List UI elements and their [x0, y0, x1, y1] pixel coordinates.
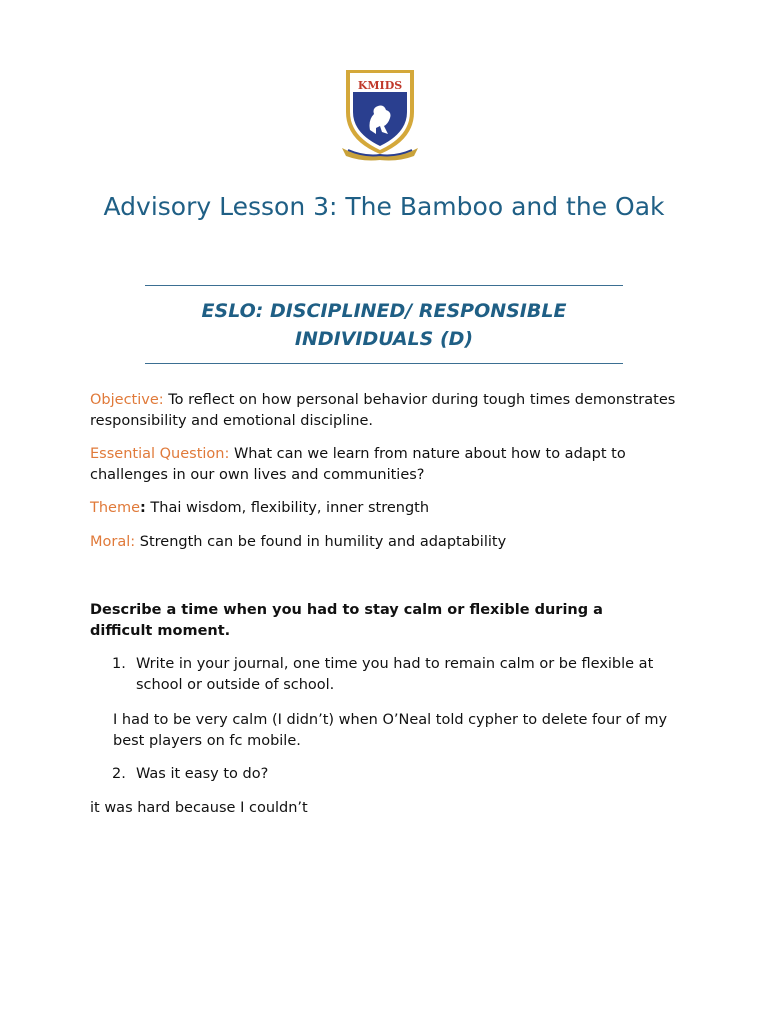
- theme-text: Thai wisdom, flexibility, inner strength: [145, 500, 430, 516]
- answer-text: it was hard because I couldn’t: [90, 800, 308, 816]
- divider-top: [145, 285, 623, 286]
- school-crest-logo: [340, 62, 420, 162]
- journal-prompt: Describe a time when you had to stay calm or flexible during a difficult moment.: [90, 602, 603, 639]
- objective-label: Objective:: [90, 392, 164, 408]
- moral-paragraph: [90, 532, 690, 553]
- objective-text: To reflect on how personal behavior during tough times demonstrates responsibility and emotional discipline.: [90, 392, 676, 429]
- crest-text: KMIDS: [357, 79, 403, 92]
- question-number: 2.: [112, 766, 126, 782]
- eslo-heading: ESLO: DISCIPLINED/ RESPONSIBLE INDIVIDUALS (D): [201, 300, 567, 350]
- question-number: 1.: [112, 656, 126, 672]
- lesson-title: Advisory Lesson 3: The Bamboo and the Oak: [103, 192, 665, 221]
- question-text: Was it easy to do?: [136, 766, 269, 782]
- essential-question-text: What can we learn from nature about how to adapt to challenges in our own lives and communities?: [90, 446, 626, 483]
- essential-question-paragraph: [90, 444, 690, 486]
- objective-paragraph: [90, 390, 690, 432]
- theme-colon: :: [140, 500, 146, 516]
- answer-text: I had to be very calm (I didn’t) when O’Neal told cypher to delete four of my best players on fc mobile.: [113, 712, 668, 749]
- theme-label: Theme: [90, 500, 141, 516]
- moral-label: Moral:: [90, 534, 136, 550]
- theme-paragraph: [90, 498, 690, 519]
- question-text: Write in your journal, one time you had to remain calm or be flexible at school or outside of school.: [136, 656, 654, 693]
- essential-question-label: Essential Question:: [90, 446, 230, 462]
- moral-text: Strength can be found in humility and adaptability: [135, 534, 507, 550]
- divider-bottom: [145, 363, 623, 364]
